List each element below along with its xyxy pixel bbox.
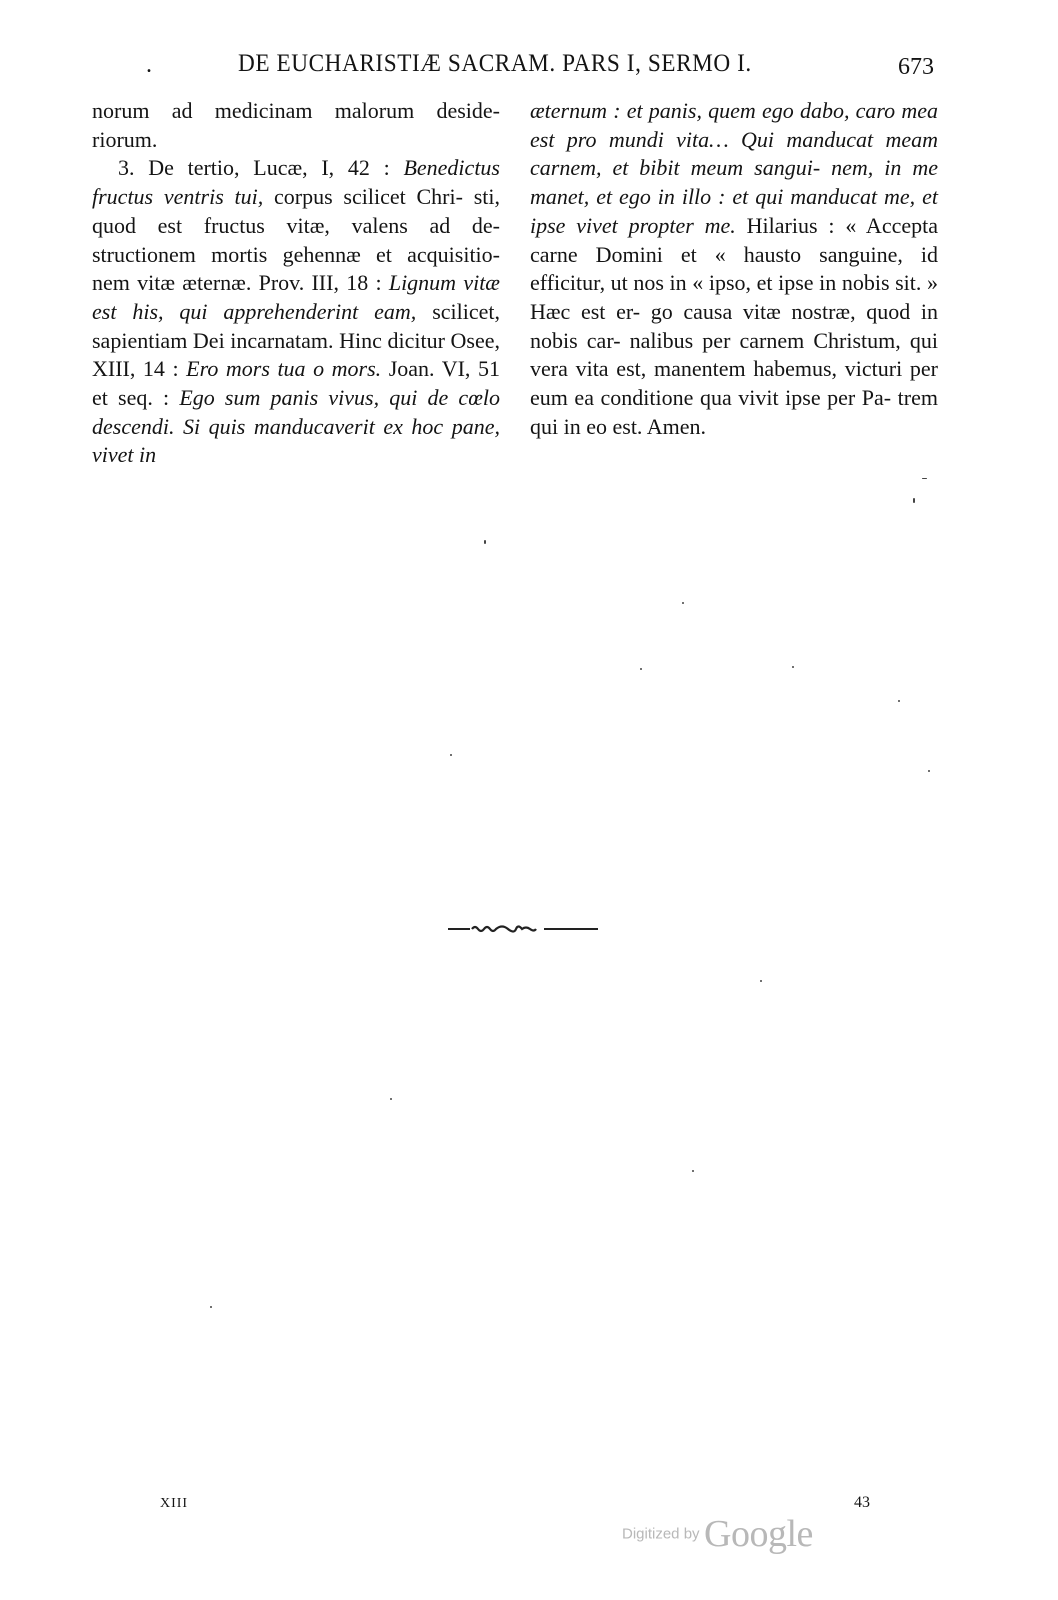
ink-speck [692, 1170, 694, 1172]
ink-speck [913, 498, 915, 503]
text-run-italic: Ero mors tua o mors. [186, 356, 382, 382]
text-run: Hilarius : « Accepta carne Domini et « hausto sanguine, id efficitur, ut nos in « ipso, et ipse in nobis sit. » Hæc est er- go causa vitæ nostræ, quod in nobis car- nalibus per carnem Christum, qui vera vita est, manentem habemus, victuri per eum ea conditione qua vivit ipse per Pa- trem qui in eo est. Amen. [530, 212, 938, 439]
ink-speck [450, 754, 452, 756]
ink-speck [760, 980, 762, 982]
left-column [92, 97, 500, 470]
ink-speck [922, 478, 927, 479]
text-run: corpus scilicet Chri- sti, quod est fructus vitæ, valens ad de- structionem mortis gehennæ et acquisitio- nem vitæ æternæ. Prov. III, 18 : [92, 184, 500, 296]
ink-speck [928, 770, 930, 772]
signature-mark-left: XIII [160, 1496, 189, 1511]
ink-speck [682, 602, 684, 604]
ink-speck [390, 1098, 392, 1100]
watermark-prefix: Digitized by [622, 1525, 700, 1543]
right-column [530, 97, 938, 441]
ink-speck [640, 668, 642, 670]
left-paragraph-2 [92, 154, 500, 470]
header-mark: . [146, 52, 152, 78]
text-run: scilicet, sapientiam Dei incarnatam. Hinc dicitur Osee, XIII, 14 : [92, 298, 500, 382]
text-run-italic: Lignum vitæ est his, qui apprehenderint eam, [92, 270, 500, 324]
text-run: Joan. VI, 51 et seq. : [92, 356, 500, 411]
ink-speck [898, 700, 900, 702]
running-title: DE EUCHARISTIÆ SACRAM. PARS I, SERMO I. [238, 50, 752, 77]
ink-speck [792, 666, 794, 668]
text-run-italic: Benedictus fructus ventris tui, [92, 155, 500, 210]
google-logo: Google [704, 1513, 813, 1555]
running-header [0, 50, 1058, 90]
ink-speck [484, 540, 486, 544]
text-run-italic: Ego sum panis vivus, qui de cœlo descendi. Si quis manducaverit ex hoc pane, vivet in [92, 385, 500, 468]
ink-speck [210, 1306, 212, 1308]
text-run-italic: æternum : et panis, quem ego dabo, caro mea est pro mundi vita… Qui manducat meam carnem, et bibit meum sangui- nem, in me manet, et ego in illo : et qui manducat me, et ipse vivet propter me. [530, 98, 938, 238]
left-paragraph-1: norum ad medicinam malorum deside- riorum. [92, 98, 500, 152]
signature-mark-right: 43 [854, 1494, 870, 1511]
end-ornament [448, 924, 598, 934]
text-run: 3. De tertio, Lucæ, I, 42 : [118, 155, 404, 181]
digitized-watermark [622, 1512, 813, 1556]
right-paragraph-1 [530, 97, 938, 441]
page-number: 673 [898, 54, 934, 80]
